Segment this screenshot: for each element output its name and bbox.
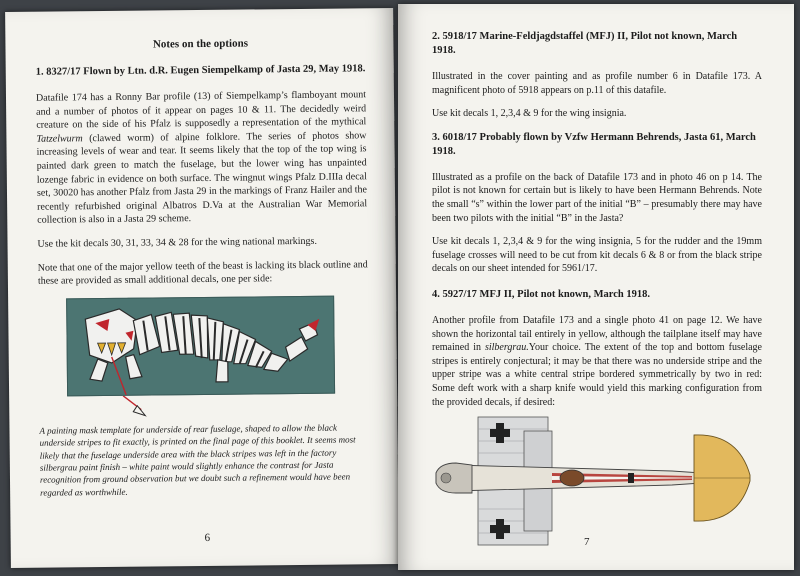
left-page [5, 8, 399, 568]
aircraft-plan-drawing [432, 415, 762, 547]
section-3-paragraph-1: Illustrated as a profile on the back of Datafile 173 and in photo 46 on p 14. The pilot is not known for certain but is likely to have been Hermann Behrends. Note the small “s” within the lower part of the initial “B” – presumably there may have been two pilots with the initial “B” in the Jasta? [432, 171, 762, 224]
section-1-paragraph-1: Datafile 174 has a Ronny Bar profile (13) of Siempelkamp’s flamboyant mount and a number of photos of it appear on pages 10 & 11. The decidedly weird creature on the side of his Pfalz is supposedly a representation of the mythical Tatzelwurm (clawed worm) of alpine folklore. The series of photos show increasing levels of wear and tear. It seems likely that the top of the top wing is painted dark green to match the fuselage, but the lower wing has unpainted lozenge fabric in evidence on both surface. The wingnut wings Pfalz D.IIIa decal set, 30020 has another Pfalz from Jasta 29 in the markings of Franz Hailer and the recently refurbished original Albatros D.Va at the Australian War Memorial collection is also in a Jasta 29 scheme. [35, 89, 368, 227]
tatzelwurm-emblem-image [66, 295, 335, 396]
right-page-content [432, 4, 762, 547]
page-number-left: 6 [204, 531, 211, 544]
tatzelwurm-illustration [67, 296, 336, 397]
red-arrow-pointer-icon [121, 395, 151, 417]
section-2-heading: 2. 5918/17 Marine-Feldjagdstaffel (MFJ) II, Pilot not known, March 1918. [432, 31, 738, 56]
notes-title: Notes on the options [152, 37, 249, 51]
page-number-right: 7 [584, 536, 590, 548]
section-1-heading: 1. 8327/17 Flown by Ltn. d.R. Eugen Siempelkamp of Jasta 29, May 1918. [35, 63, 366, 78]
mask-template-caption: A painting mask template for underside of rear fuselage, shaped to allow the black underside stripes to fit exactly, is printed on the final page of this booklet. It seems most likely that the fuselage underside area with the black stripes was left in the factory silbergrau paint finish – white paint would slightly enhance the contrast for Jasta recognition from ground observation but we doubt such a refinement would have been regarded as worthwhile. [39, 422, 356, 498]
right-page [398, 4, 794, 570]
section-3-heading: 3. 6018/17 Probably flown by Vzfw Hermann Behrends, Jasta 61, March 1918. [432, 131, 756, 157]
section-4-heading: 4. 5927/17 MFJ II, Pilot not known, March 1918. [432, 288, 650, 300]
section-1-paragraph-2: Use the kit decals 30, 31, 33, 34 & 28 for the wing national markings. [37, 235, 317, 250]
section-3-paragraph-2: Use kit decals 1, 2,3,4 & 9 for the wing insignia, 5 for the rudder and the 19mm fuselage crosses will need to be cut from kit decals 6 & 8 or from the black stripe decals on our sheet intended for 5961/17. [432, 236, 762, 275]
section-1-paragraph-3: Note that one of the major yellow teeth of the beast is lacking its black outline and these are provided as small additional decals, one per side: [37, 258, 368, 287]
left-page-content [35, 8, 370, 499]
section-2-paragraph-2: Use kit decals 1, 2,3,4 & 9 for the wing insignia. [432, 108, 627, 120]
pfalz-topview-illustration [432, 415, 762, 547]
section-2-paragraph-1: Illustrated in the cover painting and as profile number 6 in Datafile 173. A magnificent photo of 5918 appears on p.11 of this datafile. [432, 71, 762, 96]
section-4-paragraph-1: Another profile from Datafile 173 and a single photo 41 on page 12. We have shown the horizontal tail entirely in yellow, although the tailplane itself may have remained in silbergrau.Your choice. The extent of the top and bottom fuselage stripes is entirely conjectural; it may be that there was no underside stripe and the upper stripe was a white central stripe bordered symmetrically by two in red: Some deft work with a sharp knife would yield this marking configuration from the provided decals, if desired: [432, 314, 762, 408]
